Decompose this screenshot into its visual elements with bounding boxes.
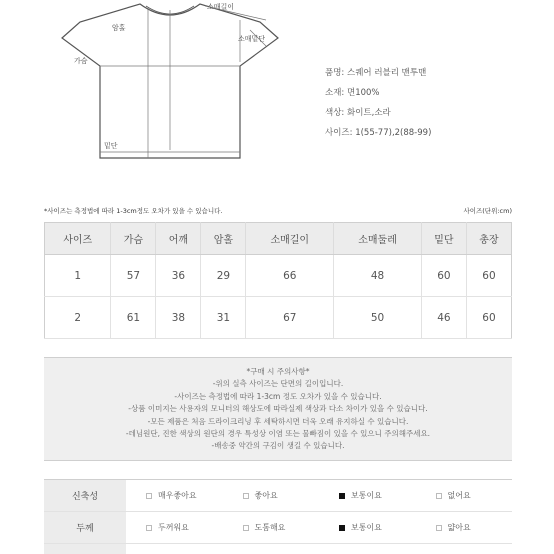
property-row: [44, 480, 512, 512]
property-option-label: 두꺼워요: [158, 523, 189, 532]
property-option: [126, 544, 223, 554]
caution-line: -위의 실측 사이즈는 단면의 길이입니다.: [212, 379, 344, 389]
table-cell: 50: [334, 297, 422, 339]
property-option: [319, 544, 416, 554]
table-cell: 67: [246, 297, 334, 339]
header-cell: 총장: [466, 223, 511, 255]
table-row: [45, 255, 512, 297]
caution-line: -배송중 약간의 구김이 생길 수 있습니다.: [211, 441, 345, 451]
tshirt-outline-illustration: [60, 0, 310, 175]
label-sleeve-length: 소매길이: [207, 3, 235, 11]
table-row: [45, 297, 512, 339]
unchecked-box-icon: [436, 525, 442, 531]
caution-line: -데님원단, 진한 색상의 원단의 경우 특성상 이염 또는 물빠짐이 있을 수 있으니 주의해주세요.: [125, 428, 431, 438]
checked-box-icon: [339, 493, 345, 499]
property-row: [44, 512, 512, 544]
table-cell: 60: [466, 297, 511, 339]
property-option-label: 좋아요: [254, 491, 278, 500]
header-cell: 소매길이: [246, 223, 334, 255]
header-cell: 소매둘레: [334, 223, 422, 255]
size-note-row: [44, 206, 512, 220]
unchecked-box-icon: [146, 493, 152, 499]
table-cell: 48: [334, 255, 422, 297]
header-cell: 어깨: [156, 223, 201, 255]
caution-line: -사이즈는 측정법에 따라 1-3cm 정도 오차가 있을 수 있습니다.: [174, 391, 382, 401]
fabric-property-table: [44, 479, 512, 554]
property-option-label: 매우좋아요: [158, 491, 197, 500]
header-cell: 사이즈: [45, 223, 111, 255]
property-option-label: 얇아요: [447, 523, 471, 532]
unchecked-box-icon: [146, 525, 152, 531]
header-cell: 가슴: [111, 223, 156, 255]
property-option: [416, 544, 513, 554]
unchecked-box-icon: [243, 525, 249, 531]
table-cell: 66: [246, 255, 334, 297]
property-name: 두께: [44, 512, 126, 544]
header-cell: 암홀: [201, 223, 246, 255]
table-cell: 36: [156, 255, 201, 297]
product-sizes: 사이즈: 1(55-77),2(88-99): [325, 128, 432, 138]
header-cell: 밑단: [421, 223, 466, 255]
caution-title: *구매 시 주의사항*: [246, 367, 310, 376]
table-cell: 57: [111, 255, 156, 297]
table-cell: 61: [111, 297, 156, 339]
table-cell: 2: [45, 297, 111, 339]
label-chest: 가슴: [74, 57, 88, 65]
product-color: 색상: 화이트,소라: [325, 108, 391, 118]
purchase-caution-box: [44, 357, 512, 461]
table-cell: 38: [156, 297, 201, 339]
property-option-label: 도톰해요: [254, 523, 286, 532]
property-option: [223, 544, 320, 554]
checked-box-icon: [339, 525, 345, 531]
property-option: [126, 512, 223, 544]
product-name: 품명: 스퀘어 러블리 맨투맨: [325, 68, 427, 78]
property-option: [319, 480, 416, 512]
table-cell: 46: [421, 297, 466, 339]
property-option: [416, 480, 513, 512]
caution-line: -모든 제품은 처음 드라이크리닝 후 세탁하시면 더욱 오래 유지하실 수 있습니다.: [147, 416, 409, 426]
measurement-diagram: [60, 0, 310, 175]
table-cell: 1: [45, 255, 111, 297]
property-option: [319, 512, 416, 544]
size-table-header: [45, 223, 512, 255]
label-armhole: 암홀: [112, 24, 126, 32]
property-option: [126, 480, 223, 512]
property-option: [223, 480, 320, 512]
table-cell: 31: [201, 297, 246, 339]
unchecked-box-icon: [243, 493, 249, 499]
label-hem: 밑단: [104, 142, 118, 150]
unchecked-box-icon: [436, 493, 442, 499]
size-unit: 사이즈(단위:cm): [463, 207, 512, 215]
property-option: [223, 512, 320, 544]
property-option: [416, 512, 513, 544]
property-name: [44, 544, 126, 554]
property-name: 신축성: [44, 480, 126, 512]
table-cell: 60: [466, 255, 511, 297]
property-option-label: 보통이요: [351, 491, 382, 500]
property-row: [44, 544, 512, 554]
table-cell: 60: [421, 255, 466, 297]
caution-line: -상품 이미지는 사용자의 모니터의 해상도에 따라실제 색상과 다소 차이가 있을 수 있습니다.: [128, 404, 428, 414]
size-table: [44, 222, 512, 339]
property-option-label: 보통이요: [351, 523, 382, 532]
label-sleeve-width: 소매밑단: [238, 35, 266, 43]
property-option-label: 없어요: [447, 491, 471, 500]
product-info: [325, 63, 431, 143]
size-note: *사이즈는 측정법에 따라 1-3cm정도 오차가 있을 수 있습니다.: [44, 207, 223, 215]
product-material: 소재: 면100%: [325, 88, 380, 98]
table-cell: 29: [201, 255, 246, 297]
